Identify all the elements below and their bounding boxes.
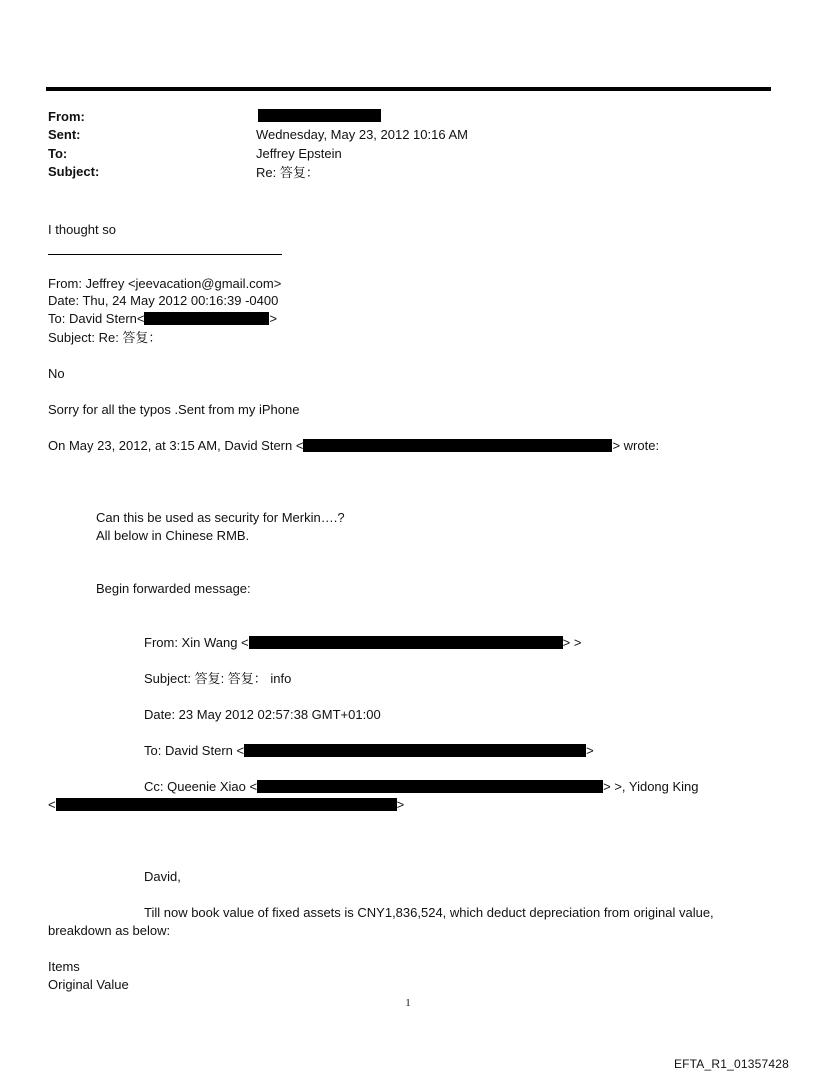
typos-text: Sorry for all the typos .Sent from my iPhone xyxy=(48,402,300,417)
reply-text: I thought so xyxy=(48,222,116,237)
on-wrote-prefix: On May 23, 2012, at 3:15 AM, David Stern < xyxy=(48,438,304,453)
begin-forwarded: Begin forwarded message: xyxy=(96,581,251,596)
fwd-cc2-prefix: < xyxy=(48,797,56,812)
page-number: 1 xyxy=(405,997,411,1009)
security-question: Can this be used as security for Merkin….? xyxy=(96,510,345,525)
quoted-to-prefix: To: David Stern< xyxy=(48,311,145,326)
redaction-bar xyxy=(249,636,563,649)
subject-value: Re: 答复： xyxy=(256,165,319,180)
redaction-bar xyxy=(144,312,269,325)
fwd-cc-continued xyxy=(48,797,404,813)
on-wrote-line xyxy=(48,438,659,454)
redaction-bar xyxy=(56,798,397,811)
fwd-to xyxy=(144,743,594,759)
fwd-from-suffix: > > xyxy=(562,635,582,650)
fwd-from-prefix: From: Xin Wang < xyxy=(144,635,249,650)
fwd-subject: Subject: 答复: 答复： info xyxy=(144,671,292,686)
fwd-cc-suffix: > >, Yidong King xyxy=(603,779,699,794)
original-value-heading: Original Value xyxy=(48,977,129,992)
fwd-cc2-suffix: > xyxy=(396,797,405,812)
paragraph-line-2: breakdown as below: xyxy=(48,923,171,938)
sent-value: Wednesday, May 23, 2012 10:16 AM xyxy=(256,127,468,142)
no-text: No xyxy=(48,366,65,381)
fwd-to-prefix: To: David Stern < xyxy=(144,743,245,758)
quoted-date: Date: Thu, 24 May 2012 00:16:39 -0400 xyxy=(48,293,279,308)
redaction-bar xyxy=(244,744,586,757)
fwd-date: Date: 23 May 2012 02:57:38 GMT+01:00 xyxy=(144,707,381,722)
subject-label: Subject: xyxy=(48,164,100,179)
document-id: EFTA_R1_01357428 xyxy=(673,1057,789,1071)
fwd-from xyxy=(144,635,581,651)
redaction-bar xyxy=(257,780,603,793)
rmb-note: All below in Chinese RMB. xyxy=(96,528,250,543)
to-label: To: xyxy=(48,146,68,161)
items-heading: Items xyxy=(48,959,80,974)
to-value: Jeffrey Epstein xyxy=(256,146,342,161)
header-rule xyxy=(46,87,771,91)
fwd-to-suffix: > xyxy=(586,743,594,758)
sent-label: Sent: xyxy=(48,127,81,142)
redaction-bar xyxy=(303,439,612,452)
fwd-cc-prefix: Cc: Queenie Xiao < xyxy=(144,779,258,794)
from-label: From: xyxy=(48,109,85,124)
quoted-from: From: Jeffrey <jeevacation@gmail.com> xyxy=(48,276,282,291)
fwd-cc xyxy=(144,779,699,795)
quoted-to-suffix: > xyxy=(269,311,278,326)
quoted-subject: Subject: Re: 答复： xyxy=(48,330,162,345)
quoted-to xyxy=(48,311,277,327)
quote-divider xyxy=(48,254,282,255)
redaction-bar xyxy=(258,109,381,122)
paragraph-line-1: Till now book value of fixed assets is CNY1,836,524, which deduct depreciation from original value, xyxy=(144,905,714,920)
on-wrote-suffix: > wrote: xyxy=(612,438,660,453)
greeting: David, xyxy=(144,869,181,884)
